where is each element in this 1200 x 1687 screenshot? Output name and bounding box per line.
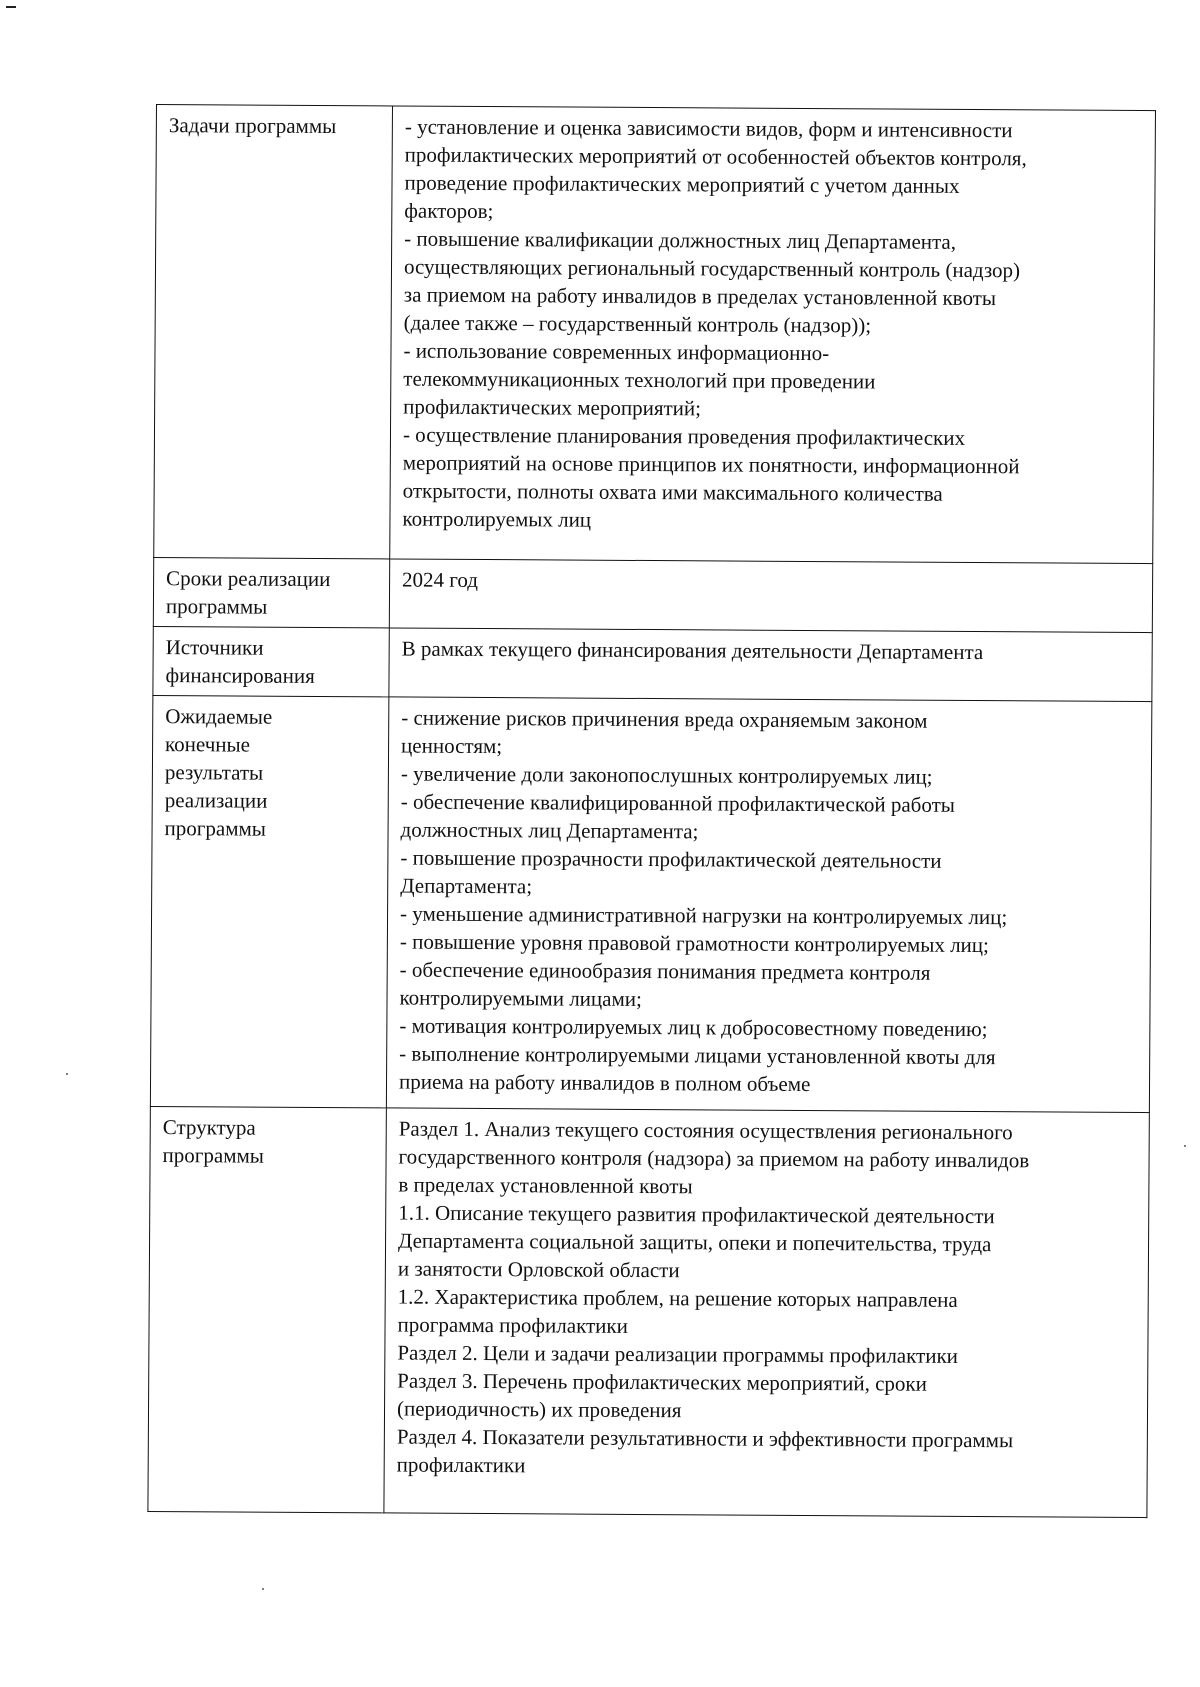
scan-edge-mark <box>6 6 16 8</box>
content-line: (далее также – государственный контроль (надзор)); <box>403 310 872 338</box>
content-line: - повышение квалификации должностных лиц Департамента, <box>404 226 957 254</box>
row-label-line: программы <box>162 1143 265 1168</box>
content-line: - повышение прозрачности профилактической деятельности <box>400 845 942 873</box>
content-line: осуществляющих региональный государственный контроль (надзор) <box>403 254 1021 283</box>
row-content-cell <box>390 106 1156 564</box>
content-line: контролируемых лиц <box>402 506 592 532</box>
content-line: - обеспечение единообразия понимания предмета контроля <box>399 957 931 985</box>
content-line: ценностям; <box>401 733 503 759</box>
row-content-cell <box>386 697 1151 1113</box>
table-row-term <box>153 557 1152 632</box>
content-line: - выполнение контролируемыми лицами установленной квоты для <box>399 1041 996 1070</box>
row-content-cell <box>389 559 1152 633</box>
content-line: - снижение рисков причинения вреда охраняемым законом <box>401 705 928 733</box>
content-line: - использование современных информационно- <box>403 338 830 366</box>
row-label-line: Задачи программы <box>168 113 337 139</box>
content-line: Раздел 1. Анализ текущего состояния осуществления регионального <box>398 1116 1013 1145</box>
content-line: - увеличение доли законопослушных контролируемых лиц; <box>400 761 933 789</box>
row-label-line: реализации <box>164 788 268 813</box>
content-line: Раздел 4. Показатели результативности и эффективности программы <box>396 1424 1014 1453</box>
table-row-tasks <box>154 105 1156 564</box>
row-label-line: финансирования <box>165 663 315 688</box>
content-line: контролируемыми лицами; <box>399 985 642 1011</box>
content-line: - осуществление планирования проведения профилактических <box>402 422 966 450</box>
content-line: приема на работу инвалидов в полном объеме <box>398 1069 811 1097</box>
row-label-cell <box>154 105 393 559</box>
content-line: в пределах установленной квоты <box>398 1172 693 1199</box>
content-line: государственного контроля (надзора) за приемом на работу инвалидов <box>398 1144 1030 1173</box>
content-line: телекоммуникационных технологий при проведении <box>403 366 876 394</box>
content-line: - обеспечение квалифицированной профилактической работы <box>400 789 955 817</box>
content-line: Департамента социальной защиты, опеки и попечительства, труда <box>397 1228 992 1257</box>
row-label-line: Структура <box>162 1115 256 1140</box>
content-line: - установление и оценка зависимости видов, форм и интенсивности <box>404 114 1013 143</box>
program-passport-table <box>147 104 1156 1518</box>
scan-speck <box>66 1073 68 1075</box>
content-line: факторов; <box>404 198 494 224</box>
content-line: - уменьшение административной нагрузки на контролируемых лиц; <box>399 901 1008 930</box>
content-line: 1.2. Характеристика проблем, на решение которых направлена <box>397 1284 958 1312</box>
content-line: - мотивация контролируемых лиц к добросовестному поведению; <box>399 1013 988 1042</box>
content-line: должностных лиц Департамента; <box>400 817 699 844</box>
content-line: профилактики <box>396 1452 526 1478</box>
content-line: В рамках текущего финансирования деятельности Департамента <box>401 636 984 665</box>
row-label-line: Сроки реализации <box>166 566 331 592</box>
content-line: (периодичность) их проведения <box>396 1396 682 1423</box>
row-label-line: Источники <box>165 635 264 660</box>
content-line: Департамента; <box>400 873 533 899</box>
content-line: Раздел 2. Цели и задачи реализации программы профилактики <box>397 1340 959 1368</box>
content-line: и занятости Орловской области <box>397 1256 680 1283</box>
row-label-line: конечные <box>165 732 251 757</box>
row-label-cell <box>148 1106 386 1512</box>
content-line: мероприятий на основе принципов их понятности, информационной <box>402 450 1020 479</box>
row-label-line: результаты <box>164 760 264 785</box>
row-content-cell <box>389 628 1152 702</box>
content-line: за приемом на работу инвалидов в пределах установленной квоты <box>403 282 997 311</box>
row-label-cell <box>153 626 389 696</box>
table-row-funding <box>153 626 1152 701</box>
table-row-structure <box>148 1106 1149 1517</box>
row-label-cell <box>153 557 389 627</box>
row-label-line: программы <box>164 816 267 841</box>
row-label-line: Ожидаемые <box>165 704 273 729</box>
scan-speck <box>1184 1145 1186 1147</box>
content-line: открытости, полноты охвата ими максимального количества <box>402 478 943 506</box>
row-label-line: программы <box>165 594 268 619</box>
row-label-cell <box>150 695 389 1107</box>
content-line: проведение профилактических мероприятий с учетом данных <box>404 170 960 198</box>
content-line: программа профилактики <box>397 1312 628 1338</box>
content-line: Раздел 3. Перечень профилактических мероприятий, сроки <box>397 1368 927 1396</box>
content-line: профилактических мероприятий от особенностей объектов контроля, <box>404 142 1027 171</box>
content-line: профилактических мероприятий; <box>403 394 702 421</box>
content-line: 2024 год <box>402 567 479 592</box>
row-content-cell <box>384 1108 1149 1518</box>
content-line: 1.1. Описание текущего развития профилактической деятельности <box>398 1200 995 1229</box>
scan-speck <box>262 1588 264 1590</box>
content-line: - повышение уровня правовой грамотности контролируемых лиц; <box>399 929 989 958</box>
table-row-expected-results <box>150 695 1151 1112</box>
